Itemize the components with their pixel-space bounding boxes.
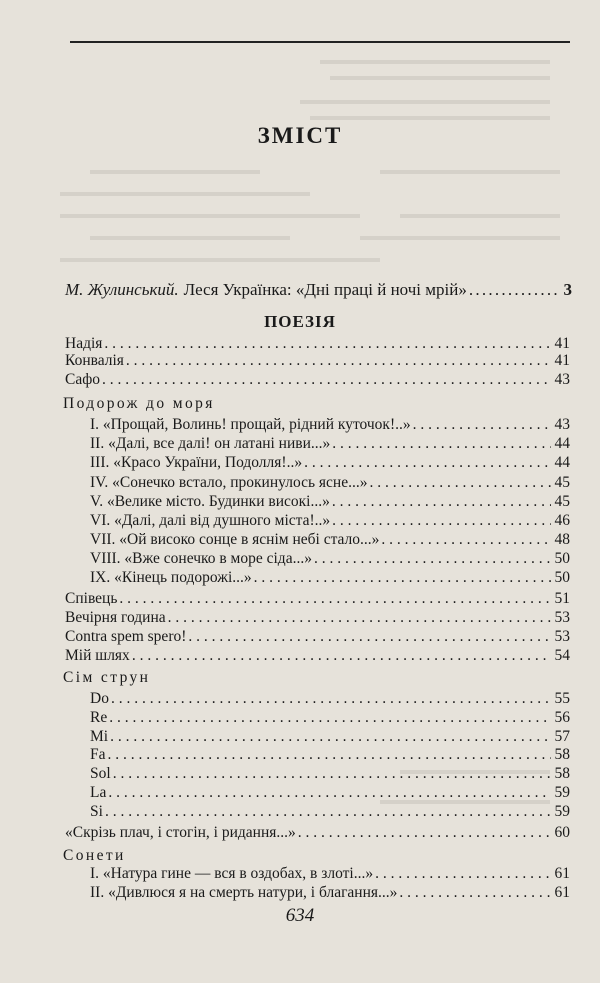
dot-leader <box>111 690 551 708</box>
toc-entry-title: IX. «Кінець подорожі...» <box>90 569 252 586</box>
toc-entry-page: 51 <box>554 590 570 607</box>
toc-entry <box>90 454 570 472</box>
dot-leader <box>254 569 551 587</box>
toc-entry-title: «Скрізь плач, і стогін, і ридання...» <box>65 824 296 841</box>
toc-entry-page: 53 <box>554 609 570 626</box>
group-heading: Сім струн <box>63 669 151 686</box>
toc-entry-title: II. «Дивлюся я на смерть натури, і благання...» <box>90 884 398 901</box>
toc-entry <box>90 512 570 530</box>
toc-entry-page: 53 <box>554 628 570 645</box>
toc-entry-page: 44 <box>554 454 570 471</box>
section-title: ПОЕЗІЯ <box>264 312 336 331</box>
toc-entry-page: 56 <box>554 709 570 726</box>
toc-entry-page: 46 <box>554 512 570 529</box>
toc-entry <box>90 884 570 902</box>
toc-entry <box>90 865 570 883</box>
toc-entry <box>65 335 570 353</box>
dot-leader <box>132 647 551 665</box>
toc-entry-page: 61 <box>554 865 570 882</box>
toc-entry-page: 54 <box>554 647 570 664</box>
toc-entry-title: V. «Велике місто. Будинки високі...» <box>90 493 330 510</box>
toc-entry-title: Fa <box>90 746 106 763</box>
toc-entry-title: Вечірня година <box>65 609 166 626</box>
toc-entry <box>90 784 570 802</box>
dot-leader <box>375 865 550 883</box>
intro-page-number: 3 <box>563 280 572 299</box>
group-heading: Сонети <box>63 847 126 864</box>
group-heading: Подорож до моря <box>63 395 215 412</box>
toc-entry-title: Mi <box>90 728 109 745</box>
toc-entry-title: VI. «Далі, далі від душного міста!..» <box>90 512 331 529</box>
toc-entry-page: 41 <box>554 335 570 352</box>
toc-entry-title: La <box>90 784 107 801</box>
toc-entry-title: I. «Натура гине — вся в оздобах, в злоті...» <box>90 865 374 882</box>
toc-entry <box>90 550 570 568</box>
toc-entry-page: 41 <box>554 352 570 369</box>
toc-entry-title: VII. «Ой високо сонце в яснім небі стало...» <box>90 531 380 548</box>
toc-entry-title: Мій шлях <box>65 647 130 664</box>
toc-entry-page: 57 <box>554 728 570 745</box>
page-folio: 634 <box>285 905 315 926</box>
dot-leader <box>298 824 551 842</box>
toc-entry <box>65 628 570 646</box>
toc-entry <box>90 531 570 549</box>
toc-entry-title: Re <box>90 709 108 726</box>
toc-entry-page: 61 <box>554 884 570 901</box>
toc-entry-title: II. «Далі, все далі! он латані ниви...» <box>90 435 331 452</box>
dot-leader <box>369 474 550 492</box>
toc-entry <box>90 690 570 708</box>
toc-entry-page: 58 <box>554 765 570 782</box>
dot-leader <box>381 531 550 549</box>
dot-leader <box>119 590 550 608</box>
toc-entry <box>90 765 570 783</box>
dot-leader <box>168 609 551 627</box>
toc-entry <box>65 609 570 627</box>
toc-entry-page: 60 <box>554 824 570 841</box>
dot-leader <box>304 454 550 472</box>
toc-entry-page: 58 <box>554 746 570 763</box>
toc-entry-page: 59 <box>554 784 570 801</box>
contents-heading: ЗМІСТ <box>257 123 343 148</box>
toc-entry <box>90 416 570 434</box>
toc-entry <box>90 728 570 746</box>
toc-entry <box>65 647 570 665</box>
toc-entry <box>90 803 570 821</box>
toc-entry-page: 45 <box>554 474 570 491</box>
toc-entry <box>90 709 570 727</box>
toc-entry-page: 55 <box>554 690 570 707</box>
dot-leader <box>104 335 550 353</box>
dot-leader <box>108 746 551 764</box>
toc-entry <box>90 474 570 492</box>
toc-entry-page: 43 <box>554 416 570 433</box>
toc-entry-title: Do <box>90 690 109 707</box>
toc-entry <box>65 352 570 370</box>
dot-leader <box>113 765 551 783</box>
toc-entry-title: Надія <box>65 335 103 352</box>
toc-entry-page: 48 <box>554 531 570 548</box>
dot-leader <box>102 371 550 389</box>
dot-leader <box>399 884 550 902</box>
toc-entry <box>90 493 570 511</box>
toc-entry-page: 43 <box>554 371 570 388</box>
dot-leader <box>188 628 550 646</box>
toc-entry <box>65 824 570 842</box>
toc-entry-page: 50 <box>554 550 570 567</box>
dot-leader <box>332 512 550 530</box>
dot-leader <box>413 416 551 434</box>
top-rule <box>70 41 570 43</box>
toc-entry <box>90 435 570 453</box>
dot-leader <box>332 435 550 453</box>
toc-entry-title: I. «Прощай, Волинь! прощай, рідний куточок!..» <box>90 416 411 433</box>
intro-title: Леся Українка: «Дні праці й ночі мрій» <box>183 280 467 299</box>
dot-leader <box>108 784 550 802</box>
toc-entry-title: Конвалія <box>65 352 124 369</box>
dot-leader <box>332 493 551 511</box>
toc-entry-title: III. «Красо України, Подолля!..» <box>90 454 303 471</box>
toc-entry-title: VIII. «Вже сонечко в море сіда...» <box>90 550 312 567</box>
dot-leader <box>126 352 551 370</box>
toc-entry-page: 45 <box>554 493 570 510</box>
toc-entry <box>90 746 570 764</box>
intro-entry <box>65 280 572 300</box>
toc-entry-title: Співець <box>65 590 118 607</box>
toc-entry-title: IV. «Сонечко встало, прокинулось ясне...» <box>90 474 368 491</box>
dot-leader <box>105 803 551 821</box>
toc-entry-title: Sol <box>90 765 111 782</box>
toc-entry-title: Contra spem spero! <box>65 628 187 645</box>
dot-leader <box>314 550 551 568</box>
toc-entry-page: 59 <box>554 803 570 820</box>
dot-leader <box>469 280 558 300</box>
toc-entry <box>65 590 570 608</box>
toc-entry-page: 44 <box>554 435 570 452</box>
dot-leader <box>109 709 550 727</box>
toc-entry-title: Si <box>90 803 103 820</box>
toc-entry-title: Сафо <box>65 371 101 388</box>
toc-entry <box>65 371 570 389</box>
toc-entry-page: 50 <box>554 569 570 586</box>
dot-leader <box>110 728 550 746</box>
intro-author: М. Жулинський. <box>65 280 179 299</box>
toc-entry <box>90 569 570 587</box>
